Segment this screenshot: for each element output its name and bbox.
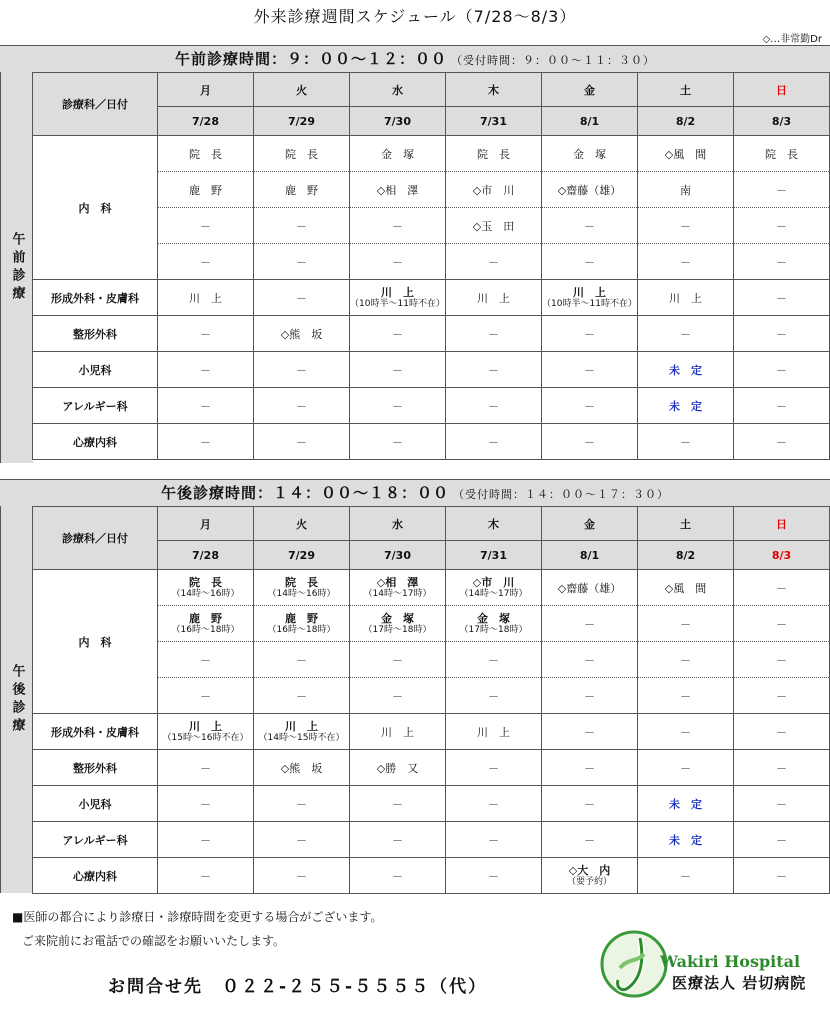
schedule-cell: － — [446, 642, 542, 678]
schedule-cell: － — [638, 714, 734, 750]
schedule-cell: － — [638, 316, 734, 352]
schedule-cell: － — [350, 316, 446, 352]
schedule-cell: － — [254, 642, 350, 678]
schedule-cell: － — [350, 822, 446, 858]
schedule-cell: 未 定 — [638, 352, 734, 388]
schedule-cell: － — [734, 786, 830, 822]
schedule-cell: － — [446, 316, 542, 352]
schedule-cell: 川 上 — [446, 714, 542, 750]
schedule-cell: － — [158, 352, 254, 388]
day-header: 月 — [158, 73, 254, 107]
dept-pediatrics: 小児科 — [33, 786, 158, 822]
schedule-cell: 南 — [638, 172, 734, 208]
schedule-cell: － — [254, 208, 350, 244]
notice-line-1: ■医師の都合により診療日・診療時間を変更する場合がございます。 — [12, 910, 383, 924]
schedule-cell: ◇玉 田 — [446, 208, 542, 244]
schedule-cell: － — [638, 750, 734, 786]
schedule-cell: － — [446, 858, 542, 894]
schedule-cell: 川 上 （14時～15時不在） — [254, 714, 350, 750]
schedule-cell: － — [254, 858, 350, 894]
schedule-cell: － — [734, 352, 830, 388]
schedule-cell: － — [446, 822, 542, 858]
schedule-cell: － — [254, 786, 350, 822]
schedule-cell: 金 塚 （17時～18時） — [446, 606, 542, 642]
schedule-cell: 未 定 — [638, 388, 734, 424]
schedule-cell: 鹿 野 （16時～18時） — [158, 606, 254, 642]
schedule-cell: 川 上 — [638, 280, 734, 316]
schedule-cell: － — [158, 388, 254, 424]
schedule-cell: － — [638, 244, 734, 280]
schedule-cell: 金 塚 （17時～18時） — [350, 606, 446, 642]
am-hours: 午前診療時間：９：００～１２：００ — [174, 50, 447, 68]
schedule-cell: － — [158, 858, 254, 894]
schedule-cell: － — [542, 678, 638, 714]
schedule-cell: ◇勝 又 — [350, 750, 446, 786]
day-header: 月 — [158, 507, 254, 541]
schedule-cell: － — [734, 714, 830, 750]
schedule-cell: － — [542, 714, 638, 750]
schedule-cell: － — [542, 388, 638, 424]
schedule-cell: － — [638, 606, 734, 642]
schedule-cell: － — [638, 678, 734, 714]
schedule-cell: － — [254, 244, 350, 280]
schedule-cell: 鹿 野 — [254, 172, 350, 208]
schedule-cell: － — [446, 424, 542, 460]
schedule-cell: － — [734, 678, 830, 714]
schedule-cell: － — [542, 642, 638, 678]
dept-internal-medicine: 内 科 — [33, 570, 158, 714]
dept-plastic-surgery: 形成外科・皮膚科 — [33, 280, 158, 316]
schedule-cell: － — [734, 570, 830, 606]
schedule-cell: － — [734, 606, 830, 642]
date-header: 8/3 — [734, 541, 830, 570]
schedule-cell: － — [158, 750, 254, 786]
logo-english-name: Wakiri Hospital — [660, 952, 801, 971]
day-header: 日 — [734, 73, 830, 107]
pm-hours: 午後診療時間：１４：００～１８：００ — [160, 484, 449, 502]
schedule-cell: － — [350, 388, 446, 424]
schedule-cell: － — [446, 244, 542, 280]
schedule-cell: － — [254, 352, 350, 388]
pm-schedule-table — [32, 506, 830, 894]
schedule-cell: 未 定 — [638, 822, 734, 858]
schedule-cell: 鹿 野 （16時～18時） — [254, 606, 350, 642]
schedule-cell: ◇熊 坂 — [254, 316, 350, 352]
day-header: 火 — [254, 507, 350, 541]
schedule-cell: － — [542, 352, 638, 388]
schedule-cell: ◇風 間 — [638, 136, 734, 172]
am-side-label: 午前診療 — [0, 72, 33, 463]
schedule-cell: － — [254, 822, 350, 858]
dept-orthopedics: 整形外科 — [33, 316, 158, 352]
pm-reception: （受付時間：１４：００～１７：３０） — [453, 488, 669, 501]
schedule-cell: － — [158, 678, 254, 714]
date-header: 7/30 — [350, 107, 446, 136]
schedule-cell: － — [254, 678, 350, 714]
schedule-cell: － — [158, 244, 254, 280]
schedule-cell: － — [350, 642, 446, 678]
date-header: 7/30 — [350, 541, 446, 570]
dept-date-header: 診療科／日付 — [33, 507, 158, 570]
schedule-cell: － — [734, 750, 830, 786]
schedule-cell: － — [734, 208, 830, 244]
schedule-cell: － — [158, 642, 254, 678]
schedule-cell: － — [542, 786, 638, 822]
schedule-cell: － — [542, 316, 638, 352]
schedule-cell: － — [158, 822, 254, 858]
schedule-cell: － — [734, 244, 830, 280]
date-header: 8/1 — [542, 107, 638, 136]
date-header: 8/2 — [638, 107, 734, 136]
page-title: 外来診療週間スケジュール（7/28～8/3） — [253, 7, 577, 26]
schedule-cell: － — [350, 208, 446, 244]
schedule-cell: － — [734, 280, 830, 316]
schedule-cell: － — [638, 424, 734, 460]
schedule-cell: ◇齋藤（雄） — [542, 172, 638, 208]
schedule-cell: ◇相 澤 — [350, 172, 446, 208]
dept-plastic-surgery: 形成外科・皮膚科 — [33, 714, 158, 750]
date-header: 7/29 — [254, 107, 350, 136]
schedule-cell: 金 塚 — [350, 136, 446, 172]
schedule-cell: － — [350, 424, 446, 460]
schedule-cell: ◇熊 坂 — [254, 750, 350, 786]
dept-internal-medicine: 内 科 — [33, 136, 158, 280]
schedule-cell: 川 上 — [158, 280, 254, 316]
logo-japanese-name: 医療法人 岩切病院 — [672, 974, 807, 992]
schedule-cell: － — [350, 858, 446, 894]
schedule-cell: 院 長 — [734, 136, 830, 172]
schedule-cell: － — [734, 424, 830, 460]
schedule-cell: 川 上 （10時半～11時不在） — [542, 280, 638, 316]
legend: ◇…非常勤Dr — [762, 34, 822, 45]
day-header: 木 — [446, 73, 542, 107]
schedule-cell: － — [350, 244, 446, 280]
schedule-cell: － — [734, 642, 830, 678]
day-header: 金 — [542, 73, 638, 107]
schedule-cell: － — [446, 352, 542, 388]
schedule-cell: － — [350, 678, 446, 714]
schedule-cell: － — [734, 822, 830, 858]
schedule-cell: － — [446, 750, 542, 786]
schedule-cell: － — [542, 606, 638, 642]
day-header: 土 — [638, 507, 734, 541]
schedule-cell: － — [254, 280, 350, 316]
pm-side-label: 午後診療 — [0, 506, 33, 893]
date-header: 7/29 — [254, 541, 350, 570]
dept-psychosomatic: 心療内科 — [33, 424, 158, 460]
schedule-cell: ◇相 澤 （14時～17時） — [350, 570, 446, 606]
schedule-cell: － — [542, 424, 638, 460]
schedule-cell: 院 長 （14時～16時） — [158, 570, 254, 606]
schedule-cell: 院 長 — [446, 136, 542, 172]
schedule-cell: ◇市 川 — [446, 172, 542, 208]
schedule-cell: － — [734, 172, 830, 208]
schedule-cell: － — [158, 316, 254, 352]
schedule-cell: － — [158, 424, 254, 460]
schedule-cell: － — [734, 316, 830, 352]
schedule-cell: ◇市 川 （14時～17時） — [446, 570, 542, 606]
day-header: 金 — [542, 507, 638, 541]
schedule-cell: － — [542, 244, 638, 280]
schedule-cell: － — [638, 642, 734, 678]
schedule-cell: 院 長 — [254, 136, 350, 172]
day-header: 日 — [734, 507, 830, 541]
schedule-cell: 院 長 — [158, 136, 254, 172]
schedule-cell: 院 長 （14時～16時） — [254, 570, 350, 606]
schedule-cell: 金 塚 — [542, 136, 638, 172]
schedule-cell: － — [158, 786, 254, 822]
am-hours-header — [0, 45, 830, 72]
date-header: 8/2 — [638, 541, 734, 570]
schedule-cell: 川 上 （15時～16時不在） — [158, 714, 254, 750]
schedule-cell: ◇風 間 — [638, 570, 734, 606]
day-header: 水 — [350, 507, 446, 541]
schedule-cell: － — [446, 786, 542, 822]
am-schedule-table — [32, 72, 830, 460]
day-header: 水 — [350, 73, 446, 107]
pm-hours-header — [0, 479, 830, 506]
schedule-cell: － — [446, 678, 542, 714]
schedule-cell: － — [158, 208, 254, 244]
date-header: 7/28 — [158, 541, 254, 570]
schedule-cell: － — [446, 388, 542, 424]
schedule-cell: 鹿 野 — [158, 172, 254, 208]
schedule-cell: － — [350, 786, 446, 822]
schedule-cell: 川 上 （10時半～11時不在） — [350, 280, 446, 316]
contact-phone[interactable]: お問合せ先 ０２２-２５５-５５５５（代） — [108, 977, 488, 997]
schedule-cell: 川 上 — [350, 714, 446, 750]
schedule-cell: ◇大 内 （要予約） — [542, 858, 638, 894]
schedule-cell: － — [542, 208, 638, 244]
date-header: 7/31 — [446, 107, 542, 136]
dept-allergy: アレルギー科 — [33, 822, 158, 858]
date-header: 8/3 — [734, 107, 830, 136]
schedule-cell: － — [734, 388, 830, 424]
day-header: 火 — [254, 73, 350, 107]
schedule-cell: 未 定 — [638, 786, 734, 822]
schedule-cell: － — [638, 208, 734, 244]
schedule-cell: － — [254, 388, 350, 424]
date-header: 7/31 — [446, 541, 542, 570]
day-header: 土 — [638, 73, 734, 107]
schedule-cell: － — [542, 822, 638, 858]
dept-allergy: アレルギー科 — [33, 388, 158, 424]
am-reception: （受付時間：９：００～１１：３０） — [451, 54, 655, 67]
dept-orthopedics: 整形外科 — [33, 750, 158, 786]
date-header: 7/28 — [158, 107, 254, 136]
dept-date-header: 診療科／日付 — [33, 73, 158, 136]
day-header: 木 — [446, 507, 542, 541]
notice-line-2: ご来院前にお電話での確認をお願いいたします。 — [22, 934, 286, 948]
dept-psychosomatic: 心療内科 — [33, 858, 158, 894]
schedule-cell: 川 上 — [446, 280, 542, 316]
schedule-cell: － — [350, 352, 446, 388]
schedule-cell: － — [638, 858, 734, 894]
dept-pediatrics: 小児科 — [33, 352, 158, 388]
schedule-cell: － — [254, 424, 350, 460]
schedule-cell: － — [542, 750, 638, 786]
schedule-cell: － — [734, 858, 830, 894]
date-header: 8/1 — [542, 541, 638, 570]
schedule-cell: ◇齋藤（雄） — [542, 570, 638, 606]
